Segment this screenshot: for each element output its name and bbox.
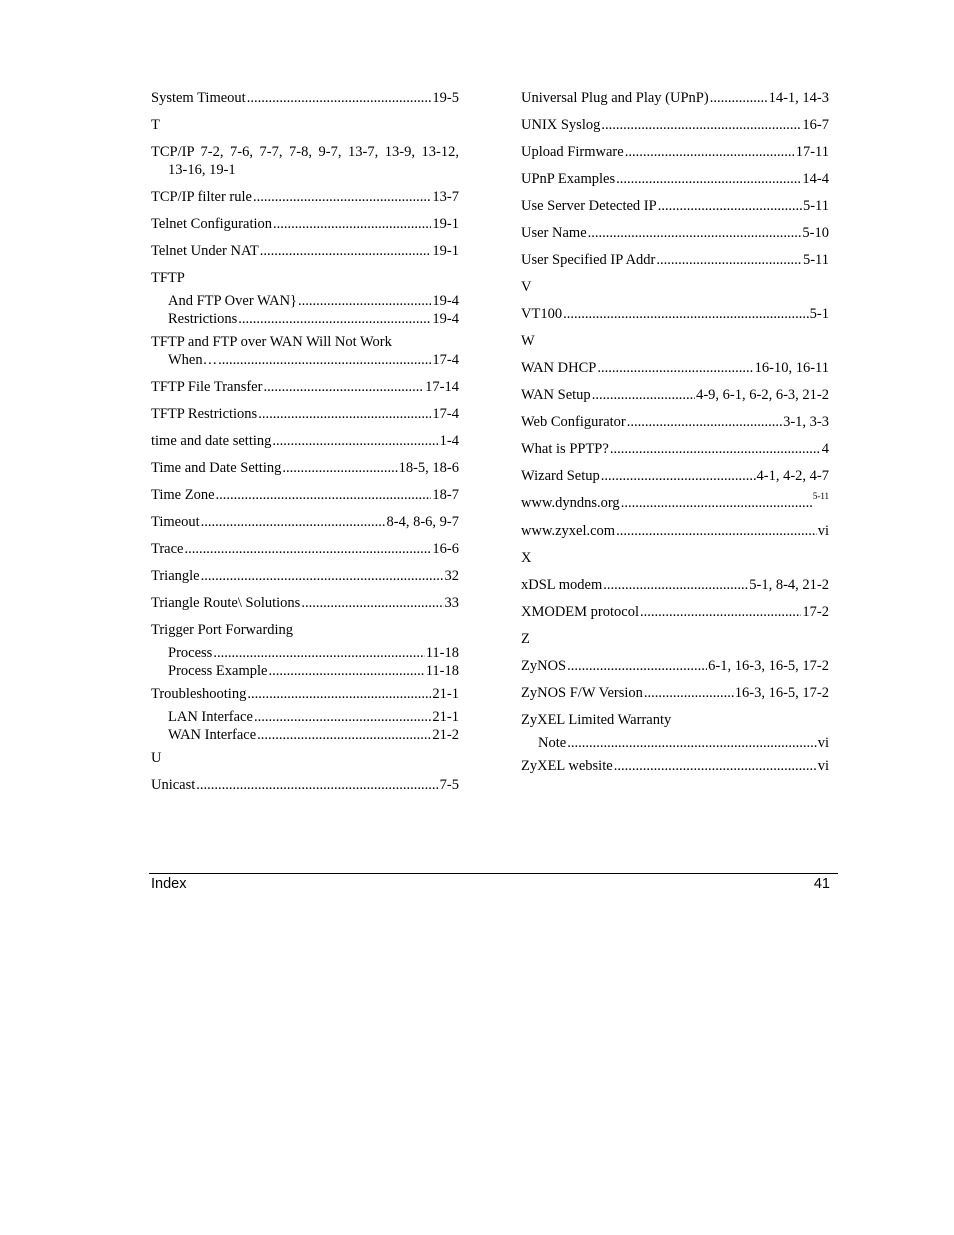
index-subentry: [151, 644, 459, 662]
index-term: ZyXEL website: [521, 758, 613, 774]
footer-divider: [149, 873, 838, 874]
index-pages: 3-1, 3-3: [783, 414, 829, 430]
index-entry: [521, 603, 829, 621]
index-term: Restrictions: [168, 311, 238, 327]
index-pages: 1-4: [439, 433, 459, 449]
index-entry: [151, 685, 459, 703]
index-pages: 16-10, 16-11: [754, 360, 829, 376]
index-term: TFTP Restrictions: [151, 406, 258, 422]
index-letter-heading: Z: [521, 631, 530, 647]
index-subgroup: [151, 644, 459, 680]
index-term: Universal Plug and Play (UPnP): [521, 90, 709, 106]
index-entry: [151, 513, 459, 531]
footer-page-number: 41: [813, 876, 830, 892]
index-entry: [151, 432, 459, 450]
index-pages: 11-18: [425, 663, 459, 679]
index-pages: 21-1: [432, 709, 459, 725]
index-entry: [521, 576, 829, 594]
index-pages: vi: [817, 758, 829, 774]
index-term: TFTP and FTP over WAN Will Not Work: [151, 334, 392, 350]
index-subgroup: [151, 708, 459, 744]
index-pages: 18-7: [432, 487, 459, 503]
index-entry: [521, 491, 829, 513]
index-letter-heading: U: [151, 750, 162, 766]
index-letter-heading: T: [151, 117, 160, 133]
index-pages: 17-2: [802, 604, 829, 620]
index-pages: 13-16, 19-1: [168, 162, 236, 178]
index-pages: 19-1: [432, 216, 459, 232]
index-term: Web Configurator: [521, 414, 626, 430]
index-term: What is PPTP?: [521, 441, 609, 457]
index-term: WAN DHCP: [521, 360, 597, 376]
index-term: www.zyxel.com: [521, 523, 616, 539]
index-term: User Name: [521, 225, 587, 241]
index-entry: [521, 440, 829, 458]
index-term: Telnet Configuration: [151, 216, 272, 232]
index-term: xDSL modem: [521, 577, 603, 593]
index-pages: 16-3, 16-5, 17-2: [734, 685, 829, 701]
index-entry: [521, 251, 829, 269]
index-pages: 5-11: [802, 252, 829, 268]
index-entry: [151, 143, 459, 179]
index-pages: 16-7: [802, 117, 829, 133]
index-term: www.dyndns.org: [521, 495, 620, 511]
index-entry: [151, 459, 459, 477]
index-pages: 21-2: [432, 727, 459, 743]
index-letter-heading: W: [521, 333, 535, 349]
index-pages: 19-1: [432, 243, 459, 259]
index-term: ZyNOS F/W Version: [521, 685, 643, 701]
index-entry: [521, 657, 829, 675]
index-entry: [151, 776, 459, 794]
index-pages: 6-1, 16-3, 16-5, 17-2: [708, 658, 829, 674]
index-term: ZyNOS: [521, 658, 567, 674]
index-subentry: [151, 708, 459, 726]
footer-section-title: Index: [151, 876, 187, 892]
index-entry: [521, 305, 829, 323]
index-column-left: [151, 89, 459, 803]
index-subgroup: [521, 734, 829, 752]
index-entry: [521, 143, 829, 161]
index-pages: 4-1, 4-2, 4-7: [756, 468, 829, 484]
index-pages: 4: [821, 441, 829, 457]
index-pages: 13-7: [432, 189, 459, 205]
index-term: VT100: [521, 306, 563, 322]
index-group-heading: TFTP: [151, 270, 185, 286]
index-term: Note: [538, 735, 567, 751]
index-term: Trace: [151, 541, 184, 557]
index-term: Wizard Setup: [521, 468, 600, 484]
index-term: Triangle Route\ Solutions: [151, 595, 301, 611]
index-entry: [521, 359, 829, 377]
index-term: Use Server Detected IP: [521, 198, 657, 214]
index-pages: 5-1, 8-4, 21-2: [749, 577, 829, 593]
index-term: Upload Firmware: [521, 144, 624, 160]
index-letter-heading: V: [521, 279, 532, 295]
index-term: Time Zone: [151, 487, 215, 503]
index-pages: 17-4: [432, 352, 459, 368]
index-term: XMODEM protocol: [521, 604, 640, 620]
index-term: TCP/IP 7-2, 7-6, 7-7, 7-8, 9-7, 13-7, 13-9, 13-12,: [151, 144, 459, 160]
index-entry: [521, 413, 829, 431]
index-subentry: [151, 310, 459, 328]
index-term: time and date setting: [151, 433, 272, 449]
index-entry: [521, 467, 829, 485]
index-pages: 19-4: [432, 293, 459, 309]
index-subentry: [521, 734, 829, 752]
index-entry: [151, 378, 459, 396]
index-term: Timeout: [151, 514, 200, 530]
index-group-heading: ZyXEL Limited Warranty: [521, 712, 672, 728]
index-pages: 5-1: [809, 306, 829, 322]
index-entry: [151, 333, 459, 369]
index-pages: 4-9, 6-1, 6-2, 6-3, 21-2: [696, 387, 829, 403]
index-entry: [521, 116, 829, 134]
index-entry: [151, 594, 459, 612]
index-entry: [151, 540, 459, 558]
index-entry: [521, 757, 829, 775]
index-term: And FTP Over WAN}: [168, 293, 297, 309]
index-pages: 14-1, 14-3: [768, 90, 829, 106]
index-pages: 16-6: [432, 541, 459, 557]
index-pages: 8-4, 8-6, 9-7: [386, 514, 459, 530]
index-term: Process Example: [168, 663, 268, 679]
index-pages: 5-10: [802, 225, 829, 241]
index-entry: [151, 567, 459, 585]
index-term: TFTP File Transfer: [151, 379, 263, 395]
index-entry: [521, 89, 829, 107]
index-pages: 17-4: [432, 406, 459, 422]
index-entry: [521, 224, 829, 242]
index-pages: 18-5, 18-6: [398, 460, 459, 476]
index-pages: vi: [817, 523, 829, 539]
index-term: UNIX Syslog: [521, 117, 601, 133]
index-subentry: [151, 292, 459, 310]
index-subentry: [151, 662, 459, 680]
index-term: When…: [168, 352, 218, 368]
index-entry: [151, 188, 459, 206]
index-term: Troubleshooting: [151, 686, 247, 702]
index-entry: [151, 405, 459, 423]
index-entry: [151, 215, 459, 233]
index-term: User Specified IP Addr: [521, 252, 656, 268]
index-term: Triangle: [151, 568, 200, 584]
index-pages: 5-11: [802, 198, 829, 214]
index-pages: 5-11: [812, 491, 829, 501]
index-term: TCP/IP filter rule: [151, 189, 252, 205]
index-pages: 17-14: [425, 379, 459, 395]
index-pages: 14-4: [802, 171, 829, 187]
index-pages: 21-1: [432, 686, 459, 702]
index-term: Telnet Under NAT: [151, 243, 259, 259]
index-term: Unicast: [151, 777, 196, 793]
index-entry: [521, 522, 829, 540]
index-term: Process: [168, 645, 213, 661]
index-entry: [521, 386, 829, 404]
index-pages: 32: [444, 568, 459, 584]
index-entry: [521, 197, 829, 215]
index-pages: 19-5: [432, 90, 459, 106]
index-term: WAN Interface: [168, 727, 257, 743]
index-entry: [521, 170, 829, 188]
index-term: System Timeout: [151, 90, 246, 106]
index-column-right: [521, 89, 829, 784]
index-subgroup: [151, 292, 459, 328]
index-entry: [521, 684, 829, 702]
index-subentry: [151, 726, 459, 744]
index-pages: 33: [444, 595, 459, 611]
index-group-heading: Trigger Port Forwarding: [151, 622, 294, 638]
index-pages: 11-18: [425, 645, 459, 661]
index-entry: [151, 89, 459, 107]
index-term: Time and Date Setting: [151, 460, 282, 476]
index-term: LAN Interface: [168, 709, 253, 725]
index-term: WAN Setup: [521, 387, 591, 403]
index-pages: vi: [817, 735, 829, 751]
index-pages: 19-4: [432, 311, 459, 327]
index-entry: [151, 486, 459, 504]
index-term: UPnP Examples: [521, 171, 616, 187]
index-entry: [151, 242, 459, 260]
index-pages: 17-11: [795, 144, 829, 160]
index-letter-heading: X: [521, 550, 532, 566]
index-pages: 7-5: [439, 777, 459, 793]
